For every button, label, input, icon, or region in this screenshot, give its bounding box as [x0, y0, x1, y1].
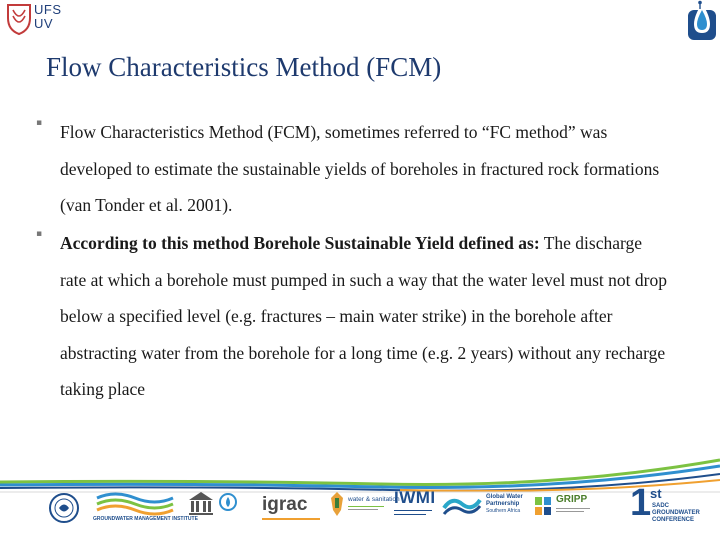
igrac-logo: igrac [262, 494, 308, 515]
ufs-crest-icon [4, 2, 34, 36]
divider [394, 510, 432, 511]
divider [348, 506, 384, 507]
gwp-label [486, 494, 523, 515]
conference-line2: GROUNDWATER [652, 510, 700, 516]
ihp-emblem-icon [218, 492, 238, 516]
gmi-waves-icon [95, 490, 175, 516]
water-sanitation-label: water & sanitation [348, 496, 400, 503]
ufs-logo [4, 2, 64, 36]
conference-label [652, 503, 700, 524]
slide-title: Flow Characteristics Method (FCM) [46, 52, 442, 82]
coat-of-arms-icon [328, 490, 346, 518]
igrac-underline [262, 518, 320, 520]
divider [394, 514, 426, 515]
bullet-text [60, 225, 670, 408]
gripp-logo: GRIPP [556, 494, 588, 505]
sponsor-strip [0, 482, 720, 540]
unesco-logo-icon [186, 490, 216, 518]
gwp-logo-icon [442, 494, 482, 516]
gwp-line3: Southern Africa [486, 508, 521, 514]
conference-line1: SADC [652, 503, 670, 509]
water-drop-logo-icon [686, 0, 718, 42]
bullet-square-icon: ▪ [36, 118, 43, 128]
bullet-body-text: The discharge rate at which a borehole must pumped in such a way that the water level must not drop below a specified level (e.g. fractures – main water strike) in the borehole after abstracting water from the borehole for a long time (e.g. 2 years) without any recharge taking place [60, 233, 667, 399]
gwp-line2: Partnership [486, 501, 520, 507]
bullet-text [60, 114, 670, 224]
bullet-body-text: Flow Characteristics Method (FCM), sometimes referred to “FC method” was developed to estimate the sustainable yields of boreholes in fractured rock formations (van Tonder et al. 2001). [60, 122, 660, 215]
gmi-label: GROUNDWATER MANAGEMENT INSTITUTE [93, 516, 198, 522]
conference-suffix: st [650, 486, 662, 501]
bullet-bold-text: According to this method Borehole Sustainable Yield defined as: [60, 233, 540, 253]
conference-number: 1 [630, 482, 652, 524]
gmi-seal-icon [48, 492, 80, 524]
divider [556, 511, 584, 512]
ufs-wordmark [34, 3, 66, 31]
ufs-line2: UV [34, 16, 54, 31]
bullet-square-icon: ▪ [36, 229, 43, 239]
gripp-leaf-icon [534, 496, 552, 516]
divider [348, 509, 378, 510]
iwmi-logo: IWMI [394, 488, 436, 507]
gwp-line1: Global Water [486, 494, 523, 500]
ufs-line1: UFS [34, 2, 62, 17]
divider [556, 508, 590, 509]
conference-line3: CONFERENCE [652, 517, 695, 523]
